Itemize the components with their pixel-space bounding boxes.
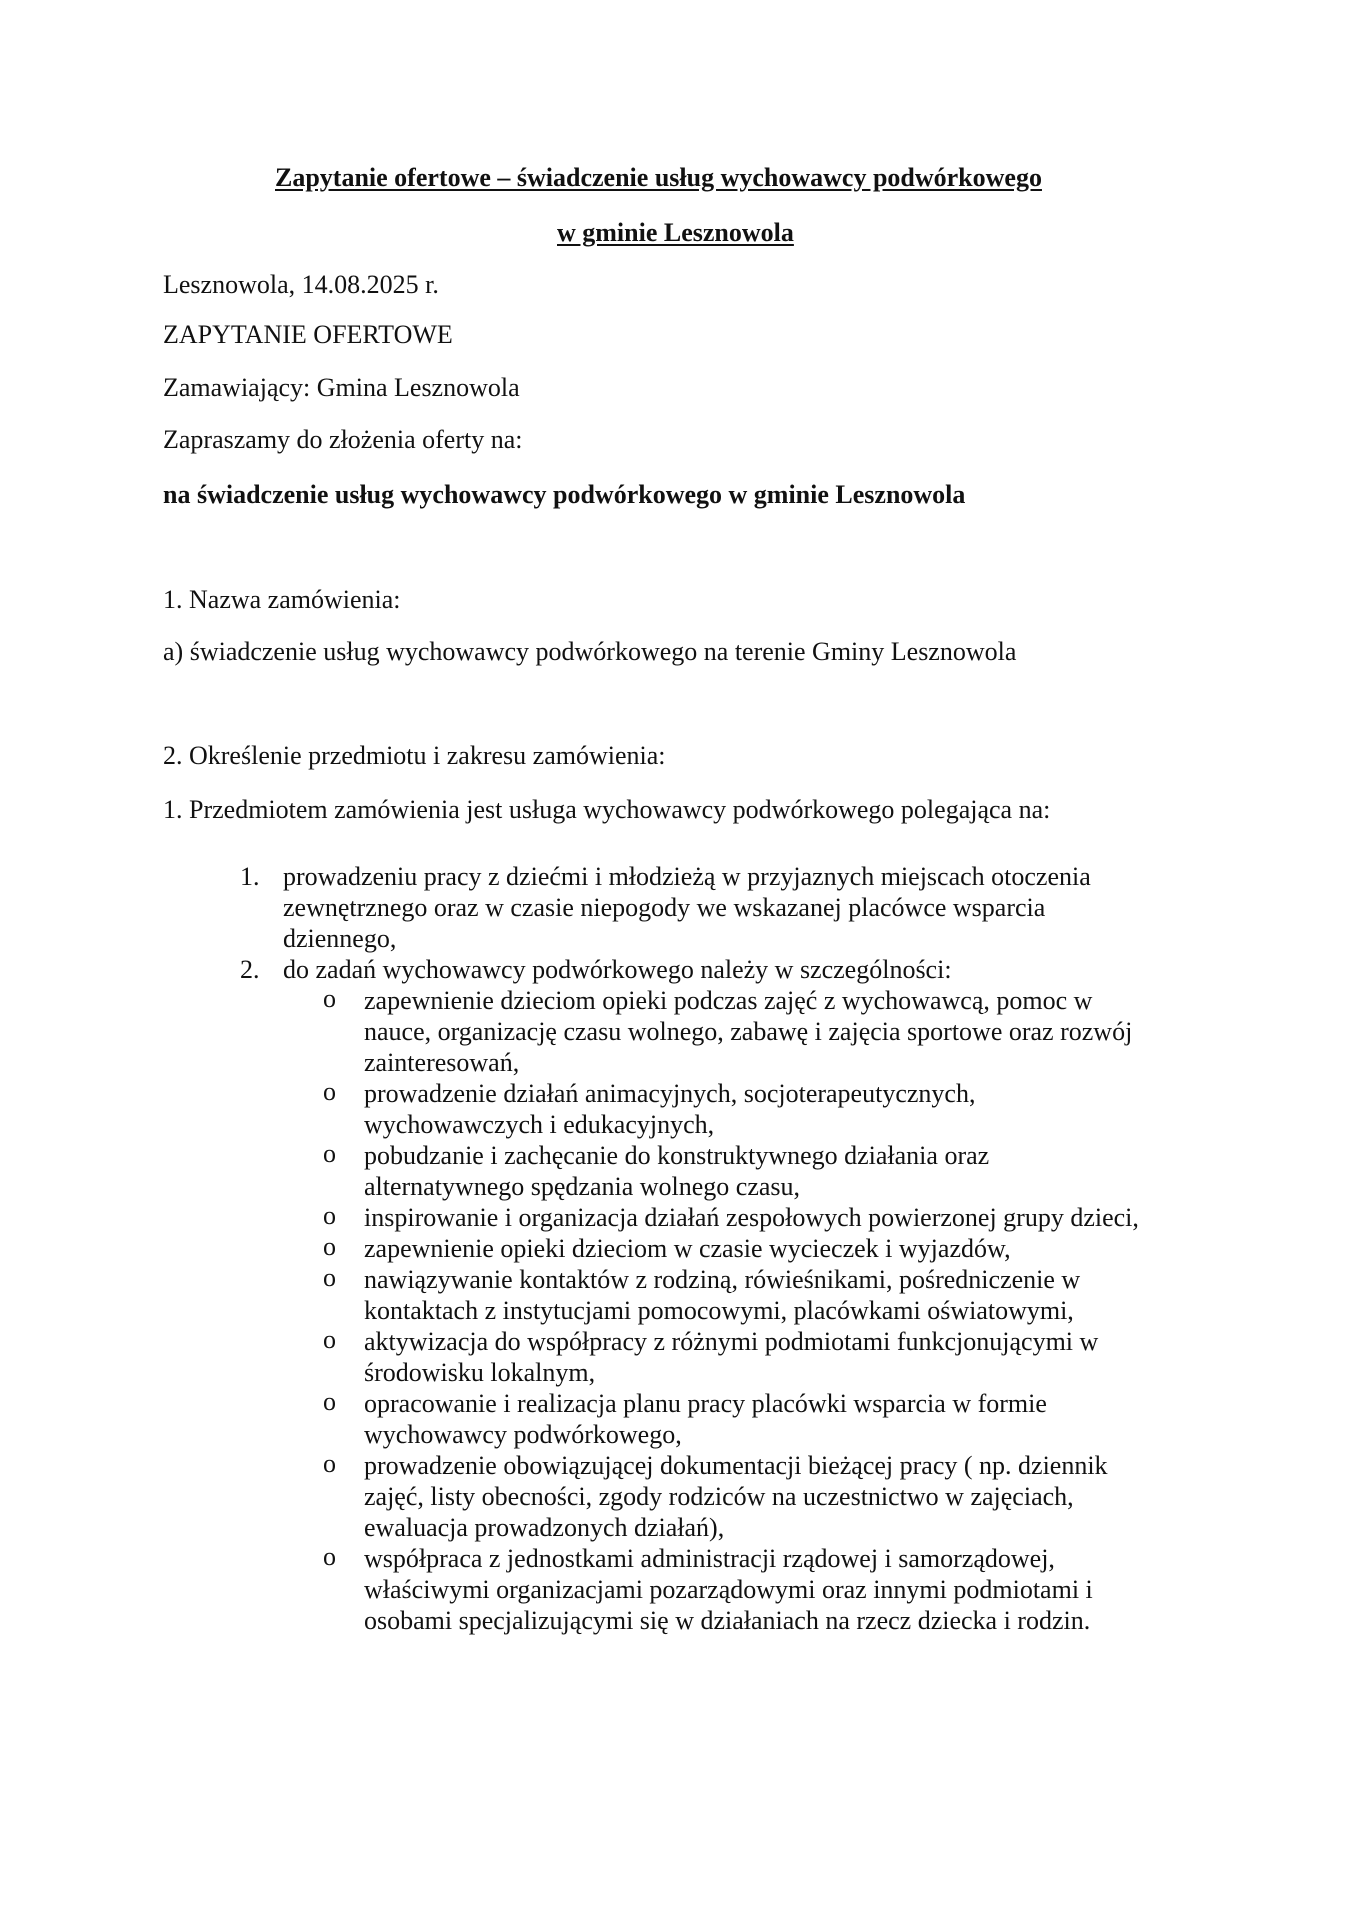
bullet-marker: o [323, 1139, 336, 1168]
bullet-marker: o [323, 1449, 336, 1478]
bullet-item-line: inspirowanie i organizacja działań zespołowych powierzonej grupy dzieci, [364, 1203, 1139, 1232]
section2-point1: 1. Przedmiotem zamówienia jest usługa wychowawcy podwórkowego polegająca na: [163, 795, 1051, 824]
sublist-marker-2: 2. [240, 955, 260, 984]
section1-item-a: a) świadczenie usług wychowawcy podwórkowego na terenie Gminy Lesznowola [163, 637, 1017, 666]
bullet-marker: o [323, 1325, 336, 1354]
section2-heading: 2. Określenie przedmiotu i zakresu zamówienia: [163, 741, 666, 770]
bullet-marker: o [323, 1232, 336, 1261]
bullet-marker: o [323, 1077, 336, 1106]
bullet-item-line: zapewnienie opieki dzieciom w czasie wycieczek i wyjazdów, [364, 1234, 1011, 1263]
bullet-marker: o [323, 1387, 336, 1416]
bullet-item-line: opracowanie i realizacja planu pracy placówki wsparcia w formie [364, 1389, 1047, 1418]
bullet-item-line: osobami specjalizującymi się w działaniach na rzecz dziecka i rodzin. [364, 1606, 1091, 1635]
subject-bold-line: na świadczenie usług wychowawcy podwórkowego w gminie Lesznowola [163, 480, 966, 509]
sublist-marker-1: 1. [240, 862, 260, 891]
ordering-party: Zamawiający: Gmina Lesznowola [163, 373, 520, 402]
bullet-item-line: kontaktach z instytucjami pomocowymi, placówkami oświatowymi, [364, 1296, 1074, 1325]
bullet-marker: o [323, 1201, 336, 1230]
bullet-item-line: pobudzanie i zachęcanie do konstruktywnego działania oraz [364, 1141, 990, 1170]
bullet-item-line: zainteresowań, [364, 1048, 520, 1077]
sublist-item-1-line2: zewnętrznego oraz w czasie niepogody we wskazanej placówce wsparcia [283, 893, 1046, 922]
sublist-item-1-line3: dziennego, [283, 924, 397, 953]
bullet-item-line: nauce, organizację czasu wolnego, zabawę i zajęcia sportowe oraz rozwój [364, 1017, 1133, 1046]
bullet-item-line: wychowawczych i edukacyjnych, [364, 1110, 715, 1139]
bullet-item-line: zajęć, listy obecności, zgody rodziców na uczestnictwo w zajęciach, [364, 1482, 1074, 1511]
bullet-item-line: nawiązywanie kontaktów z rodziną, rówieśnikami, pośredniczenie w [364, 1265, 1081, 1294]
sublist-item-2: do zadań wychowawcy podwórkowego należy w szczególności: [283, 955, 952, 984]
bullet-item-line: prowadzenie działań animacyjnych, socjoterapeutycznych, [364, 1079, 976, 1108]
bullet-marker: o [323, 1263, 336, 1292]
invitation-text: Zapraszamy do złożenia oferty na: [163, 425, 523, 454]
bullet-item-line: wychowawcy podwórkowego, [364, 1420, 682, 1449]
bullet-item-line: zapewnienie dzieciom opieki podczas zajęć z wychowawcą, pomoc w [364, 986, 1093, 1015]
bullet-item-line: środowisku lokalnym, [364, 1358, 596, 1387]
bullet-item-line: współpraca z jednostkami administracji rządowej i samorządowej, [364, 1544, 1055, 1573]
bullet-item-line: alternatywnego spędzania wolnego czasu, [364, 1172, 801, 1201]
bullet-item-line: ewaluacja prowadzonych działań), [364, 1513, 725, 1542]
place-date: Lesznowola, 14.08.2025 r. [163, 270, 439, 299]
bullet-marker: o [323, 984, 336, 1013]
bullet-item-line: właściwymi organizacjami pozarządowymi oraz innymi podmiotami i [364, 1575, 1093, 1604]
bullet-item-line: prowadzenie obowiązującej dokumentacji bieżącej pracy ( np. dziennik [364, 1451, 1108, 1480]
document-type: ZAPYTANIE OFERTOWE [163, 320, 453, 349]
bullet-item-line: aktywizacja do współpracy z różnymi podmiotami funkcjonującymi w [364, 1327, 1099, 1356]
document-title-line1: Zapytanie ofertowe – świadczenie usług wychowawcy podwórkowego [275, 163, 1042, 192]
sublist-item-1-line1: prowadzeniu pracy z dziećmi i młodzieżą w przyjaznych miejscach otoczenia [283, 862, 1091, 891]
document-title-line2: w gminie Lesznowola [557, 218, 794, 247]
bullet-marker: o [323, 1542, 336, 1571]
section1-heading: 1. Nazwa zamówienia: [163, 585, 401, 614]
